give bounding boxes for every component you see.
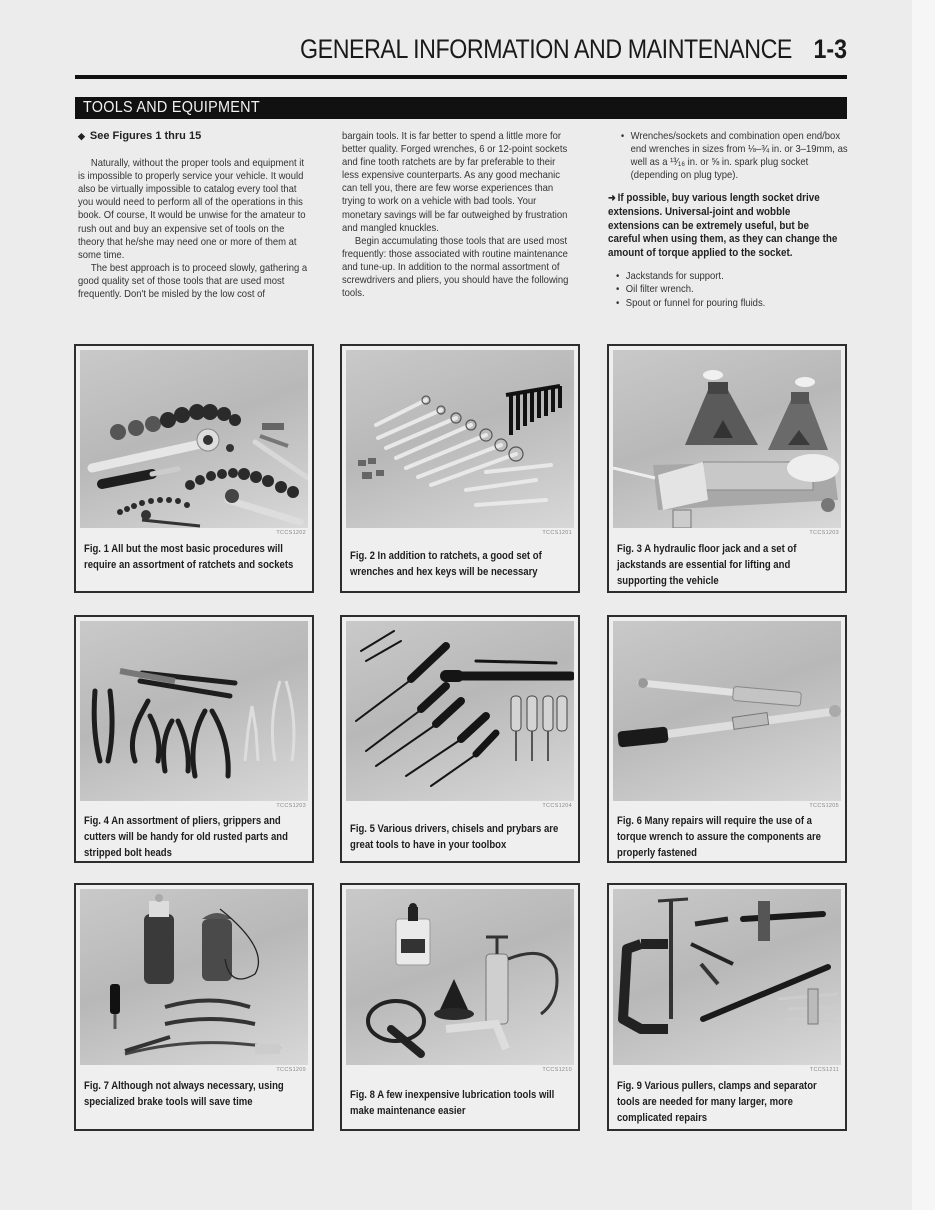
list-item: [616, 283, 843, 296]
photo-code: TCCS1203: [276, 803, 306, 809]
photo-code: TCCS1203: [809, 530, 839, 536]
photo-code: TCCS1211: [809, 1067, 839, 1073]
text-column-2: [342, 130, 574, 300]
figure-caption: Fig. 8 A few inexpensive lubrication tools will make maintenance easier: [350, 1089, 555, 1117]
list-item-text: Wrenches/sockets and combination open end/box end wrenches in sizes from ⅛–¾ in. or 3–19mm, as well as a ¹³⁄₁₆ in. or ⅝ in. spark plug socket (depending on plug type).: [630, 131, 848, 182]
note-text: If possible, buy various length socket drive extensions. Universal-joint and wobble extensions can be extremely useful, but be careful when using them, as they can change the amount of torque applied to the socket.: [608, 192, 838, 259]
paragraph: The best approach is to proceed slowly, gathering a good quality set of those tools that are used most frequently. Don't be misled by the low cost of: [78, 262, 308, 301]
see-figures-text: See Figures 1 thru 15: [89, 130, 202, 142]
diamond-arrow-icon: ◆: [78, 131, 85, 141]
photo-drivers-chisels-prybars: [346, 621, 574, 801]
list-item-text: Oil filter wrench.: [625, 284, 694, 296]
photo-wrenches-and-hex-keys: [346, 350, 574, 528]
see-figures-reference: [78, 130, 310, 143]
figure-6: [607, 615, 847, 863]
figure-7: [74, 883, 314, 1131]
photo-code: TCCS1205: [809, 803, 839, 809]
figure-2: [340, 344, 580, 593]
photo-brake-tools: [80, 889, 308, 1065]
photo-code: TCCS1204: [542, 803, 572, 809]
figure-3: [607, 344, 847, 593]
list-item-text: Spout or funnel for pouring fluids.: [625, 297, 766, 309]
figure-8: [340, 883, 580, 1131]
section-title: TOOLS AND EQUIPMENT: [83, 99, 260, 116]
photo-code: TCCS1209: [276, 1067, 306, 1073]
text-column-3: [608, 130, 848, 310]
page-edge: [912, 0, 935, 1210]
list-item-text: Jackstands for support.: [625, 271, 724, 283]
paragraph: bargain tools. It is far better to spend a little more for better quality. Forged wrenches, 6 or 12-point sockets and fine tooth ratchets are by far preferable to their less expensive counterparts. As any good mechanic can tell you, there are few worse experiences than trying to work on a vehicle with bad tools. Your monetary savings will be far outweighed by frustration and mangled knuckles.: [342, 131, 568, 234]
paragraph: Begin accumulating those tools that are used most frequently: those associated with routine maintenance and tune-up. In addition to the normal assortment of screwdrivers and pliers, you should have the following tools.: [342, 235, 569, 300]
figure-caption: Fig. 4 An assortment of pliers, grippers and cutters will be handy for old rusted parts and stripped bolt heads: [84, 815, 288, 859]
photo-torque-wrenches: [613, 621, 841, 801]
list-item: [608, 130, 855, 182]
page-header-title: GENERAL INFORMATION AND MAINTENANCE: [300, 34, 792, 64]
figure-caption: Fig. 7 Although not always necessary, using specialized brake tools will save time: [84, 1080, 284, 1108]
figure-1: [74, 344, 314, 593]
header-rule: [75, 75, 847, 79]
note-callout: [608, 192, 843, 260]
figure-caption: Fig. 6 Many repairs will require the use of a torque wrench to assure the components are properly fastened: [617, 815, 821, 859]
photo-code: TCCS1202: [276, 530, 306, 536]
page-number: 1-3: [813, 34, 847, 64]
photo-ratchets-and-sockets: [80, 350, 308, 528]
figure-4: [74, 615, 314, 863]
photo-floor-jack-and-jackstands: [613, 350, 841, 528]
figure-9: [607, 883, 847, 1131]
figure-caption: Fig. 2 In addition to ratchets, a good set of wrenches and hex keys will be necessary: [350, 550, 542, 578]
figure-caption: Fig. 9 Various pullers, clamps and separator tools are needed for many larger, more complicated repairs: [617, 1080, 817, 1124]
photo-pullers-clamps-separators: [613, 889, 841, 1065]
figure-5: [340, 615, 580, 863]
figure-caption: Fig. 1 All but the most basic procedures will require an assortment of ratchets and sockets: [84, 543, 294, 571]
list-item: [616, 297, 843, 310]
photo-code: TCCS1201: [542, 530, 572, 536]
section-heading-bar: [75, 97, 847, 119]
bullet-icon: •: [616, 271, 620, 283]
figure-caption: Fig. 3 A hydraulic floor jack and a set of jackstands are essential for lifting and supporting the vehicle: [617, 543, 797, 587]
note-arrow-icon: ➜: [608, 193, 616, 205]
bullet-icon: •: [616, 284, 620, 296]
photo-code: TCCS1210: [542, 1067, 572, 1073]
list-item: [616, 270, 843, 283]
bullet-icon: •: [620, 131, 625, 142]
text-column-1: [78, 130, 310, 301]
paragraph: Naturally, without the proper tools and equipment it is impossible to properly service your vehicle. It would also be virtually impossible to catalog every tool that you would need to perform all of the operations in this book. Of course, It would be unwise for the amateur to rush out and buy an expensive set of tools on the theory that he/she may need one or more of them at some time.: [78, 158, 306, 261]
photo-pliers-and-cutters: [80, 621, 308, 801]
bullet-icon: •: [616, 297, 620, 309]
figure-caption: Fig. 5 Various drivers, chisels and prybars are great tools to have in your toolbox: [350, 823, 559, 851]
photo-lubrication-tools: [346, 889, 574, 1065]
